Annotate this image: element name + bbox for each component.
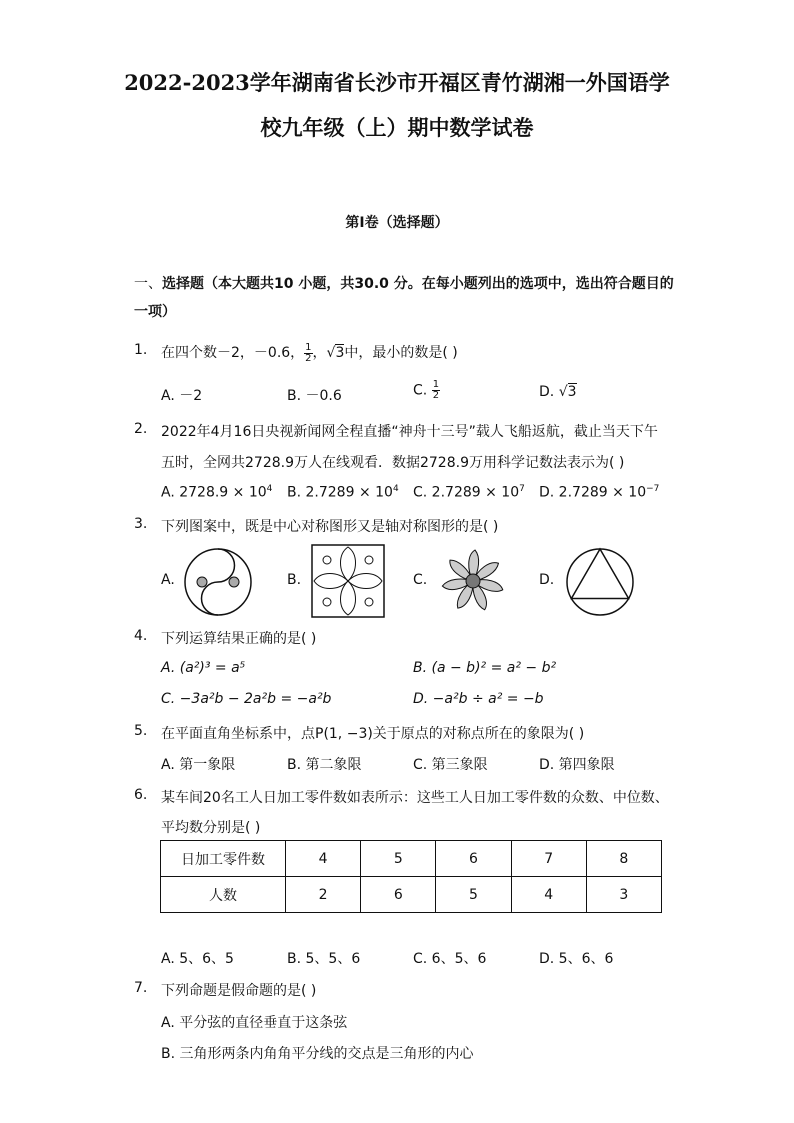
question-number: 3.: [134, 516, 148, 532]
table-cell: 4: [286, 841, 361, 877]
q4-option-b: B. (a − b)² = a² − b²: [413, 660, 557, 676]
table-cell: 5: [361, 841, 436, 877]
table-cell: 4: [511, 877, 586, 913]
q6-option-d: D. 5、6、6: [539, 951, 614, 967]
option-text: A. 2728.9 × 10: [161, 484, 267, 501]
exponent: −7: [646, 484, 660, 494]
sqrt-value: 3: [567, 384, 577, 400]
option-text: D. 2.7289 × 10: [539, 484, 647, 501]
q1-option-d: [539, 384, 577, 400]
q2-text-line2: 五时，全网共2728.9万人在线观看．数据2728.9万用科学记数法表示为( ): [161, 455, 625, 471]
table-cell: 日加工零件数: [161, 841, 286, 877]
q5-option-c: C. 第三象限: [413, 757, 488, 773]
question-number: 6.: [134, 787, 148, 803]
section-instructions: [134, 270, 674, 326]
question-number: 2.: [134, 421, 148, 437]
sqrt-sign: √: [558, 384, 568, 400]
sqrt-sign: √: [326, 345, 336, 361]
q1-sep: ，: [312, 345, 327, 361]
exponent: 4: [392, 484, 399, 494]
question-text: [161, 342, 458, 364]
fraction: [432, 380, 440, 401]
question-text: 下列图案中，既是中心对称图形又是轴对称图形的是( ): [161, 519, 499, 535]
sqrt-value: 3: [335, 345, 345, 361]
q4-option-d: D. −a²b ÷ a² = −b: [413, 691, 544, 707]
q1-option-a: A. －2: [161, 388, 203, 404]
q1-option-b: B. －0.6: [287, 388, 342, 404]
option-text: C. 2.7289 × 10: [413, 484, 520, 501]
frac-num: 1: [305, 341, 312, 353]
frac-den: 2: [432, 390, 440, 401]
question-text: 下列命题是假命题的是( ): [161, 983, 317, 999]
q1-post: 中，最小的数是( ): [344, 345, 458, 361]
question-text: 2022年4月16日央视新闻网全程直播“神舟十三号”载人飞船返航，截止当天下午: [161, 424, 658, 440]
yin-yang-figure: [182, 546, 254, 618]
q3-option-b-label: B.: [287, 572, 302, 588]
q1-option-c: [413, 380, 440, 401]
question-number: 5.: [134, 723, 148, 739]
table-cell: 人数: [161, 877, 286, 913]
frac-num: 1: [432, 379, 440, 390]
q3-option-a-label: A.: [161, 572, 175, 588]
question-number: 1.: [134, 342, 148, 358]
exponent: 7: [519, 484, 525, 494]
table-row: [161, 841, 662, 877]
volume-heading: 第I卷（选择题）: [345, 215, 449, 231]
pinwheel-flower-figure: [437, 545, 509, 617]
question-text: 在平面直角坐标系中，点P(1, −3)关于原点的对称点所在的象限为( ): [161, 726, 585, 742]
table-cell: 3: [586, 877, 661, 913]
question-text: 某车间20名工人日加工零件数如表所示：这些工人日加工零件数的众数、中位数、: [161, 790, 669, 806]
option-text: B. 2.7289 × 10: [287, 484, 393, 501]
q2-option-a: [161, 484, 272, 501]
option-label: C.: [413, 382, 428, 399]
q1-pre: 在四个数－2，－0.6，: [161, 345, 305, 361]
parts-table: [160, 840, 662, 913]
option-label: D.: [539, 384, 555, 400]
exam-title-line2: 校九年级（上）期中数学试卷: [260, 115, 534, 140]
question-text: 下列运算结果正确的是( ): [161, 631, 317, 647]
table-cell: 6: [361, 877, 436, 913]
q4-option-c: C. −3a²b − 2a²b = −a²b: [161, 691, 332, 707]
q6-text-line2: 平均数分别是( ): [161, 820, 261, 836]
q5-option-b: B. 第二象限: [287, 757, 362, 773]
q3-option-d-label: D.: [539, 572, 555, 588]
exponent: 4: [266, 484, 273, 494]
table-cell: 8: [586, 841, 661, 877]
q2-option-c: [413, 484, 525, 501]
section-label: 一、: [134, 276, 162, 292]
q6-option-b: B. 5、5、6: [287, 951, 361, 967]
q2-option-b: [287, 484, 399, 501]
q5-option-d: D. 第四象限: [539, 757, 615, 773]
q6-option-c: C. 6、5、6: [413, 951, 487, 967]
q2-option-d: [539, 484, 659, 501]
four-petal-square-figure: [311, 544, 385, 618]
table-cell: 5: [436, 877, 511, 913]
exam-title-line1: 2022-2023学年湖南省长沙市开福区青竹湖湘一外国语学: [124, 70, 670, 95]
q7-option-a: A. 平分弦的直径垂直于这条弦: [161, 1015, 348, 1031]
section-text: 选择题（本大题共10 小题，共30.0 分。在每小题列出的选项中，选出符合题目的一项）: [134, 276, 674, 320]
question-number: 4.: [134, 628, 148, 644]
q3-option-c-label: C.: [413, 572, 428, 588]
table-cell: 2: [286, 877, 361, 913]
q4-option-a: A. (a²)³ = a⁵: [161, 660, 246, 676]
frac-den: 2: [305, 352, 312, 364]
q7-option-b: B. 三角形两条内角角平分线的交点是三角形的内心: [161, 1046, 474, 1062]
question-number: 7.: [134, 980, 148, 996]
q5-option-a: A. 第一象限: [161, 757, 236, 773]
table-row: [161, 877, 662, 913]
table-cell: 6: [436, 841, 511, 877]
circle-triangle-figure: [564, 546, 636, 618]
q6-option-a: A. 5、6、5: [161, 951, 234, 967]
table-cell: 7: [511, 841, 586, 877]
fraction: [304, 343, 312, 364]
